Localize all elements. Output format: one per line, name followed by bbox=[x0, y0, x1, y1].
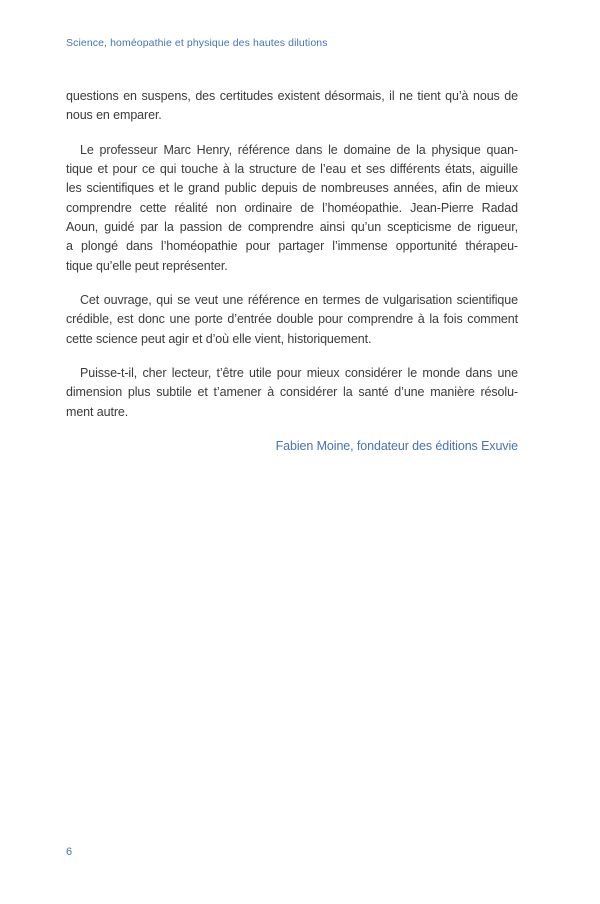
page-content bbox=[66, 87, 518, 457]
text-line: ment autre. bbox=[66, 404, 129, 419]
paragraph bbox=[66, 364, 518, 422]
text-line: Puisse-t-il, cher lecteur, t’être utile pour mieux considérer le monde dans une bbox=[80, 366, 518, 381]
text-line: Cet ouvrage, qui se veut une référence en termes de vulgarisation scientifique bbox=[80, 293, 518, 308]
paragraph bbox=[66, 87, 518, 126]
paragraph bbox=[66, 141, 518, 276]
text-line: nous en emparer. bbox=[66, 108, 162, 123]
text-line: les scientifiques et le grand public depuis de nombreuses années, afin de mieux bbox=[66, 181, 518, 196]
text-line: cette science peut agir et d’où elle vient, historiquement. bbox=[66, 331, 372, 346]
text-line: tique qu’elle peut représenter. bbox=[66, 258, 228, 273]
page-number: 6 bbox=[66, 846, 73, 858]
signature-line: Fabien Moine, fondateur des éditions Exuvie bbox=[275, 439, 518, 454]
paragraph bbox=[66, 291, 518, 349]
text-line: crédible, est donc une porte d’entrée double pour comprendre à la fois comment bbox=[66, 312, 518, 327]
text-line: questions en suspens, des certitudes existent désormais, il ne tient qu’à nous de bbox=[66, 89, 518, 103]
text-line: tique et pour ce qui touche à la structure de l’eau et ses différents états, aiguille bbox=[66, 162, 518, 177]
text-line: a plongé dans l’homéopathie pour partager l’immense opportunité thérapeu- bbox=[66, 239, 518, 254]
text-line: Le professeur Marc Henry, référence dans le domaine de la physique quan- bbox=[80, 142, 518, 157]
running-header: Science, homéopathie et physique des hautes dilutions bbox=[66, 37, 328, 49]
text-line: Aoun, guidé par la passion de comprendre ainsi qu’un scepticisme de rigueur, bbox=[66, 220, 518, 235]
text-line: dimension plus subtile et t’amener à considérer la santé d’une manière résolu- bbox=[66, 385, 518, 400]
text-line: comprendre cette réalité non ordinaire de l’homéopathie. Jean-Pierre Radad bbox=[66, 200, 518, 215]
